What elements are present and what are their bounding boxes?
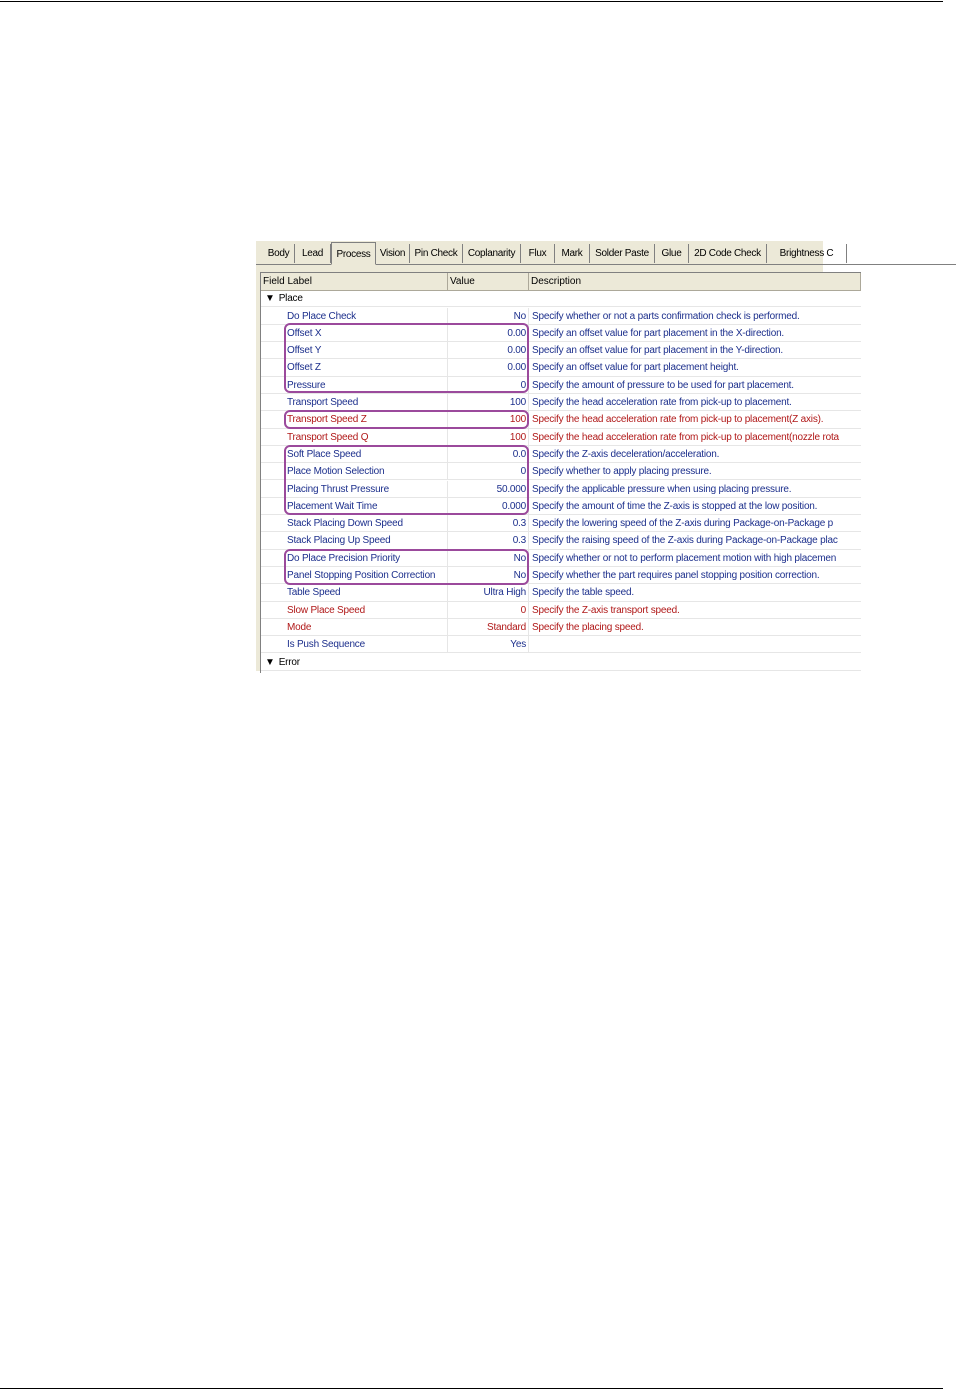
tab-body[interactable]: Body [263, 244, 295, 263]
field-description: Specify whether to apply placing pressure. [529, 463, 861, 480]
field-description: Specify the amount of time the Z-axis is stopped at the low position. [529, 498, 861, 515]
field-description: Specify an offset value for part placement in the X-direction. [529, 325, 861, 342]
tab-flux[interactable]: Flux [521, 244, 555, 263]
property-row[interactable] [261, 359, 861, 376]
field-value[interactable]: 50.000 [448, 481, 529, 498]
field-label: Pressure [261, 377, 448, 394]
property-row[interactable] [261, 411, 861, 428]
property-row[interactable] [261, 636, 861, 653]
field-value[interactable]: Yes [448, 636, 529, 653]
expand-triangle-icon[interactable]: ▼ [265, 656, 275, 668]
field-value[interactable]: 0.3 [448, 515, 529, 532]
field-description: Specify the Z-axis deceleration/acceleration. [529, 446, 861, 463]
tab-2d-code-check[interactable]: 2D Code Check [689, 244, 767, 263]
property-row[interactable] [261, 532, 861, 549]
field-label: Stack Placing Down Speed [261, 515, 448, 532]
tab-mark[interactable]: Mark [555, 244, 590, 263]
property-row[interactable] [261, 394, 861, 411]
property-grid [260, 272, 861, 673]
property-row[interactable] [261, 567, 861, 584]
field-value[interactable]: Standard [448, 619, 529, 636]
field-description: Specify an offset value for part placement in the Y-direction. [529, 342, 861, 359]
property-row[interactable] [261, 498, 861, 515]
field-label: Placement Wait Time [261, 498, 448, 515]
column-header-description[interactable]: Description [529, 273, 861, 290]
tab-bar [256, 241, 956, 265]
field-description: Specify whether or not to perform placement motion with high placemen [529, 550, 861, 567]
field-value[interactable]: No [448, 308, 529, 325]
property-row[interactable] [261, 342, 861, 359]
field-value[interactable]: 0 [448, 377, 529, 394]
tab-vision[interactable]: Vision [376, 244, 410, 263]
field-label: Do Place Precision Priority [261, 550, 448, 567]
field-description: Specify whether or not a parts confirmation check is performed. [529, 308, 861, 325]
field-value[interactable]: 0.3 [448, 532, 529, 549]
field-value[interactable]: No [448, 550, 529, 567]
field-description: Specify the head acceleration rate from pick-up to placement(nozzle rota [529, 429, 861, 446]
group-label [261, 654, 861, 671]
property-row[interactable] [261, 515, 861, 532]
field-value[interactable]: 100 [448, 394, 529, 411]
field-label: Stack Placing Up Speed [261, 532, 448, 549]
field-label: Transport Speed Z [261, 411, 448, 428]
field-value[interactable]: Ultra High [448, 584, 529, 601]
tab-process[interactable]: Process [331, 242, 376, 265]
group-title: Place [278, 293, 303, 304]
property-row[interactable] [261, 325, 861, 342]
group-title: Error [278, 656, 300, 668]
field-label: Slow Place Speed [261, 602, 448, 619]
field-value[interactable]: 0.00 [448, 325, 529, 342]
field-label: Transport Speed [261, 394, 448, 411]
field-description: Specify the head acceleration rate from pick-up to placement(Z axis). [529, 411, 861, 428]
field-description: Specify the raising speed of the Z-axis during Package-on-Package plac [529, 532, 861, 549]
column-header-value[interactable]: Value [448, 273, 529, 290]
field-value[interactable]: 100 [448, 429, 529, 446]
tab-pin-check[interactable]: Pin Check [410, 244, 463, 263]
group-label [261, 290, 861, 307]
property-row[interactable] [261, 463, 861, 480]
field-value[interactable]: 0.00 [448, 359, 529, 376]
field-value[interactable]: 0.0 [448, 446, 529, 463]
field-value[interactable]: No [448, 567, 529, 584]
property-row[interactable] [261, 584, 861, 601]
property-row[interactable] [261, 619, 861, 636]
grid-header [261, 273, 861, 291]
property-row[interactable] [261, 481, 861, 498]
field-value[interactable]: 0 [448, 463, 529, 480]
property-row[interactable] [261, 308, 861, 325]
field-label: Mode [261, 619, 448, 636]
field-value[interactable]: 0 [448, 602, 529, 619]
column-header-field-label[interactable]: Field Label [261, 273, 448, 290]
property-row[interactable] [261, 446, 861, 463]
field-description: Specify an offset value for part placement height. [529, 359, 861, 376]
field-description: Specify the lowering speed of the Z-axis during Package-on-Package p [529, 515, 861, 532]
field-description: Specify whether the part requires panel stopping position correction. [529, 567, 861, 584]
tab-solder-paste[interactable]: Solder Paste [590, 244, 655, 263]
group-row-place[interactable] [261, 290, 861, 307]
page-top-rule [0, 1, 943, 2]
field-description: Specify the Z-axis transport speed. [529, 602, 861, 619]
property-row[interactable] [261, 377, 861, 394]
property-row[interactable] [261, 602, 861, 619]
field-description: Specify the head acceleration rate from pick-up to placement. [529, 394, 861, 411]
tab-glue[interactable]: Glue [655, 244, 689, 263]
expand-triangle-icon[interactable]: ▼ [265, 293, 275, 304]
tab-coplanarity[interactable]: Coplanarity [463, 244, 521, 263]
field-description [529, 636, 861, 653]
field-value[interactable]: 100 [448, 411, 529, 428]
group-row-error[interactable] [261, 654, 861, 671]
field-description: Specify the amount of pressure to be used for part placement. [529, 377, 861, 394]
property-row[interactable] [261, 550, 861, 567]
field-label: Transport Speed Q [261, 429, 448, 446]
field-description: Specify the applicable pressure when using placing pressure. [529, 481, 861, 498]
field-label: Placing Thrust Pressure [261, 481, 448, 498]
field-value[interactable]: 0.000 [448, 498, 529, 515]
field-label: Soft Place Speed [261, 446, 448, 463]
page-bottom-rule [0, 1388, 943, 1389]
tab-lead[interactable]: Lead [295, 244, 331, 263]
field-label: Offset Z [261, 359, 448, 376]
field-label: Offset Y [261, 342, 448, 359]
field-description: Specify the placing speed. [529, 619, 861, 636]
tab-brightness[interactable]: Brightness C [767, 244, 847, 263]
property-row[interactable] [261, 429, 861, 446]
field-value[interactable]: 0.00 [448, 342, 529, 359]
property-editor-window [256, 241, 839, 671]
field-label: Panel Stopping Position Correction [261, 567, 448, 584]
field-label: Table Speed [261, 584, 448, 601]
field-label: Offset X [261, 325, 448, 342]
field-label: Is Push Sequence [261, 636, 448, 653]
field-description: Specify the table speed. [529, 584, 861, 601]
field-label: Do Place Check [261, 308, 448, 325]
field-label: Place Motion Selection [261, 463, 448, 480]
